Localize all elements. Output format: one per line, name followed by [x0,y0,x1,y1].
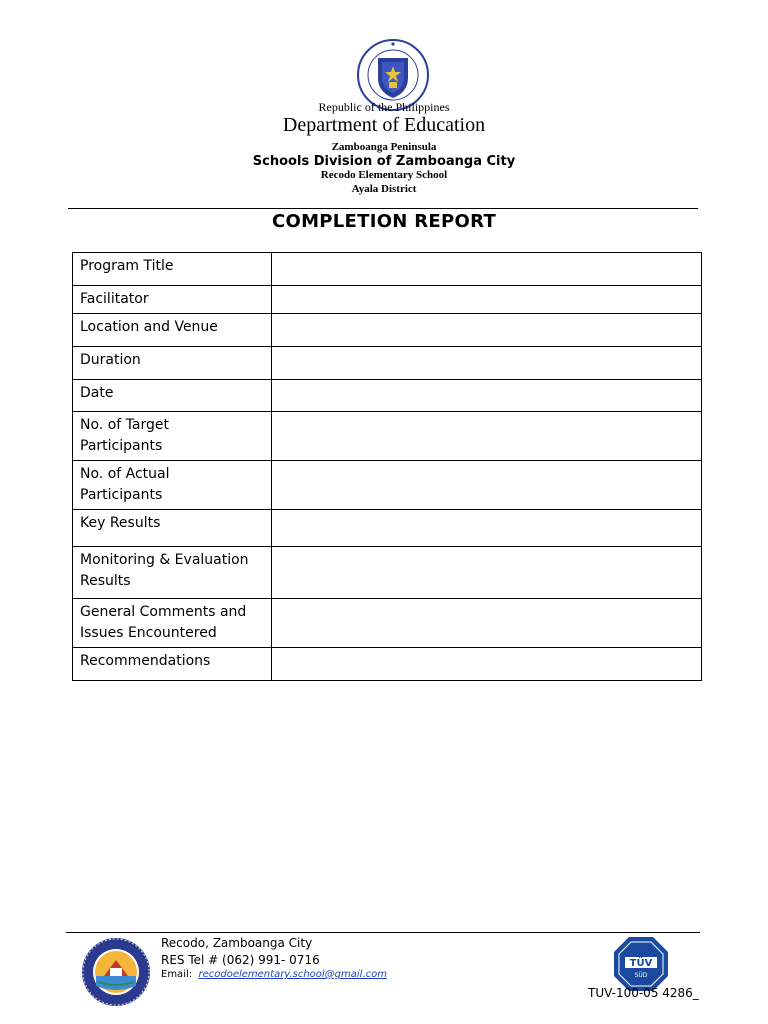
date-field[interactable] [272,380,702,412]
footer-address: Recodo, Zamboanga City [161,936,313,950]
form-label-line: Results [80,573,131,589]
form-label [73,412,272,461]
form-label-line: No. of Actual [80,466,170,482]
region-line: Zamboanga Peninsula [331,141,437,153]
footer-email-line [161,969,387,980]
tuv-logo-text: TÜV [629,958,653,969]
key-results-field[interactable] [272,510,702,547]
form-label [73,599,272,648]
form-row-target-participants [73,412,702,461]
form-label-line: Key Results [80,515,161,531]
report-title: COMPLETION REPORT [271,211,497,232]
school-line: Recodo Elementary School [320,169,448,181]
form-row-location [73,314,702,347]
form-row-key-results [73,510,702,547]
form-row-monitoring-evaluation [73,547,702,599]
completion-report-form [72,252,702,681]
form-label [73,347,272,380]
header-divider [68,208,698,209]
email-link[interactable]: recodoelementary.school@gmail.com [198,969,387,980]
form-label-line: Participants [80,438,163,454]
form-label-line: General Comments and [80,604,247,620]
form-label-line: Recommendations [80,653,211,669]
form-label-line: Facilitator [80,291,149,307]
form-label-line: Location and Venue [80,319,218,335]
footer-telephone: RES Tel # (062) 991- 0716 [161,953,320,967]
republic-line: Republic of the Philippines [318,100,450,114]
form-label-line: Program Title [80,258,174,274]
tuv-sud-logo-icon [612,935,670,993]
form-label-line: Duration [80,352,141,368]
program-title-field[interactable] [272,253,702,286]
email-label: Email: [161,969,193,980]
form-row-recommendations [73,648,702,681]
form-label-line: Participants [80,487,163,503]
form-label [73,253,272,286]
monitoring-evaluation-field[interactable] [272,547,702,599]
general-comments-field[interactable] [272,599,702,648]
duration-field[interactable] [272,347,702,380]
target-participants-field[interactable] [272,412,702,461]
form-label [73,286,272,314]
division-line: Schools Division of Zamboanga City [252,154,516,169]
form-row-date [73,380,702,412]
footer-divider [66,932,700,933]
form-label [73,648,272,681]
form-row-duration [73,347,702,380]
form-label [73,510,272,547]
recodo-school-logo-icon [80,936,152,1008]
location-field[interactable] [272,314,702,347]
form-label [73,314,272,347]
form-label-line: Monitoring & Evaluation [80,552,249,568]
district-line: Ayala District [351,183,417,195]
recommendations-field[interactable] [272,648,702,681]
form-row-facilitator [73,286,702,314]
department-title: Department of Education [282,114,486,136]
form-label [73,547,272,599]
certificate-number: TUV-100-05 4286_ [588,986,699,1000]
form-row-general-comments [73,599,702,648]
form-row-actual-participants [73,461,702,510]
form-label [73,461,272,510]
actual-participants-field[interactable] [272,461,702,510]
form-label [73,380,272,412]
form-label-line: Date [80,385,114,401]
form-row-program-title [73,253,702,286]
form-label-line: No. of Target [80,417,169,433]
tuv-logo-subtext: SÜD [634,972,648,979]
form-label-line: Issues Encountered [80,625,217,641]
facilitator-field[interactable] [272,286,702,314]
